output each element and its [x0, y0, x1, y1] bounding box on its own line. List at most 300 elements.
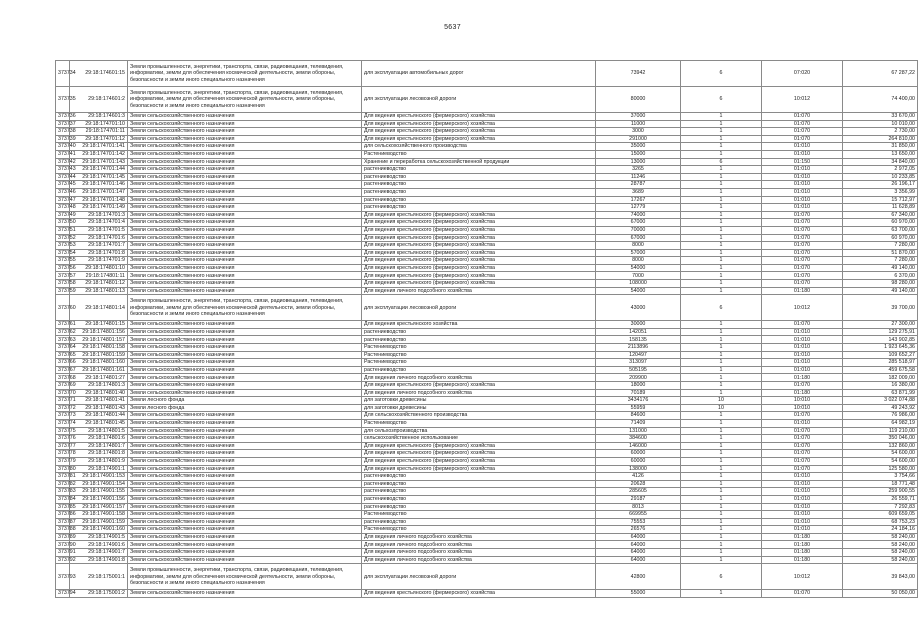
area-cell: 55000	[596, 590, 681, 598]
permitted-use-cell: растениеводство	[362, 181, 596, 189]
group-number-cell: 1	[681, 488, 762, 496]
area-cell: 28787	[596, 181, 681, 189]
land-category-cell: Земли сельскохозяйственного назначения	[128, 465, 362, 473]
permitted-use-cell: растениеводство	[362, 488, 596, 496]
table-row	[56, 120, 918, 128]
activity-code-cell: 01:010	[762, 419, 843, 427]
group-number-cell: 6	[681, 87, 762, 113]
activity-code-cell: 01:010	[762, 366, 843, 374]
record-number-cell: 373763	[56, 336, 70, 344]
record-number-cell: 373742	[56, 158, 70, 166]
cadastral-value-cell: 49 140,00	[843, 264, 918, 272]
activity-code-cell: 07:020	[762, 61, 843, 87]
group-number-cell: 1	[681, 166, 762, 174]
land-category-cell: Земли сельскохозяйственного назначения	[128, 249, 362, 257]
table-row	[56, 249, 918, 257]
cadastral-number-cell: 29:18:174901:5	[70, 533, 128, 541]
cadastral-value-cell: 182 009,00	[843, 374, 918, 382]
activity-code-cell: 10:012	[762, 87, 843, 113]
area-cell: 291000	[596, 135, 681, 143]
land-category-cell: Земли сельскохозяйственного назначения	[128, 188, 362, 196]
land-category-cell: Земли сельскохозяйственного назначения	[128, 435, 362, 443]
area-cell: 30000	[596, 321, 681, 329]
permitted-use-cell: Для ведения крестьянского (фермерского) хозяйства	[362, 272, 596, 280]
land-category-cell: Земли сельскохозяйственного назначения	[128, 556, 362, 564]
permitted-use-cell: растениеводство	[362, 336, 596, 344]
area-cell: 18000	[596, 382, 681, 390]
table-row	[56, 204, 918, 212]
record-number-cell: 373794	[56, 590, 70, 598]
cadastral-value-cell: 125 580,00	[843, 465, 918, 473]
record-number-cell: 373746	[56, 188, 70, 196]
area-cell: 146000	[596, 442, 681, 450]
permitted-use-cell: для эксплуатации лесовозной дороги	[362, 295, 596, 321]
record-number-cell: 373743	[56, 166, 70, 174]
area-cell: 43000	[596, 295, 681, 321]
cadastral-number-cell: 29:18:174901:157	[70, 503, 128, 511]
table-row	[56, 450, 918, 458]
table-row	[56, 181, 918, 189]
area-cell: 131000	[596, 427, 681, 435]
record-number-cell: 373757	[56, 272, 70, 280]
cadastral-number-cell: 29:18:174801:12	[70, 280, 128, 288]
land-category-cell: Земли сельскохозяйственного назначения	[128, 366, 362, 374]
area-cell: 70000	[596, 226, 681, 234]
land-category-cell: Земли сельскохозяйственного назначения	[128, 419, 362, 427]
group-number-cell: 1	[681, 382, 762, 390]
area-cell: 8000	[596, 257, 681, 265]
group-number-cell: 1	[681, 473, 762, 481]
area-cell: 669955	[596, 511, 681, 519]
cadastral-value-cell: 54 600,00	[843, 450, 918, 458]
record-number-cell: 373747	[56, 196, 70, 204]
table-row	[56, 442, 918, 450]
cadastral-value-cell: 67 287,22	[843, 61, 918, 87]
cadastral-number-cell: 29:18:174701:141	[70, 143, 128, 151]
cadastral-value-cell: 10 010,00	[843, 120, 918, 128]
table-row	[56, 382, 918, 390]
cadastral-value-cell: 31 850,00	[843, 143, 918, 151]
group-number-cell: 1	[681, 526, 762, 534]
permitted-use-cell: Для ведения крестьянского (фермерского) хозяйства	[362, 280, 596, 288]
group-number-cell: 1	[681, 242, 762, 250]
record-number-cell: 373758	[56, 280, 70, 288]
land-category-cell: Земли сельскохозяйственного назначения	[128, 526, 362, 534]
activity-code-cell: 01:070	[762, 257, 843, 265]
cadastral-value-cell: 39 843,00	[843, 564, 918, 590]
land-category-cell: Земли сельскохозяйственного назначения	[128, 344, 362, 352]
permitted-use-cell: Растениеводство	[362, 359, 596, 367]
group-number-cell: 1	[681, 541, 762, 549]
table-row	[56, 457, 918, 465]
land-category-cell: Земли сельскохозяйственного назначения	[128, 264, 362, 272]
table-row	[56, 533, 918, 541]
permitted-use-cell: растениеводство	[362, 480, 596, 488]
land-category-cell: Земли сельскохозяйственного назначения	[128, 450, 362, 458]
cadastral-number-cell: 29:18:174701:7	[70, 242, 128, 250]
area-cell: 12779	[596, 204, 681, 212]
activity-code-cell: 01:070	[762, 128, 843, 136]
area-cell: 384600	[596, 435, 681, 443]
area-cell: 8000	[596, 242, 681, 250]
table-row	[56, 87, 918, 113]
area-cell: 57000	[596, 249, 681, 257]
area-cell: 3265	[596, 166, 681, 174]
table-row	[56, 61, 918, 87]
cadastral-value-cell: 68 753,23	[843, 518, 918, 526]
cadastral-value-cell: 459 675,58	[843, 366, 918, 374]
activity-code-cell: 01:010	[762, 503, 843, 511]
permitted-use-cell: Растениеводство	[362, 150, 596, 158]
cadastral-number-cell: 29:18:174701:145	[70, 173, 128, 181]
group-number-cell: 1	[681, 480, 762, 488]
activity-code-cell: 01:070	[762, 442, 843, 450]
table-row	[56, 518, 918, 526]
permitted-use-cell: для эксплуатации лесовозной дороги	[362, 87, 596, 113]
area-cell: 108000	[596, 280, 681, 288]
area-cell: 64000	[596, 549, 681, 557]
permitted-use-cell: Для ведения личного подсобного хозяйства	[362, 541, 596, 549]
group-number-cell: 1	[681, 412, 762, 420]
group-number-cell: 1	[681, 533, 762, 541]
area-cell: 73942	[596, 61, 681, 87]
area-cell: 64000	[596, 541, 681, 549]
land-category-cell: Земли сельскохозяйственного назначения	[128, 382, 362, 390]
area-cell: 64000	[596, 556, 681, 564]
land-category-cell: Земли сельскохозяйственного назначения	[128, 389, 362, 397]
activity-code-cell: 01:070	[762, 450, 843, 458]
group-number-cell: 1	[681, 328, 762, 336]
record-number-cell: 373777	[56, 442, 70, 450]
group-number-cell: 10	[681, 397, 762, 405]
table-row	[56, 328, 918, 336]
permitted-use-cell: растениеводство	[362, 204, 596, 212]
area-cell: 60000	[596, 450, 681, 458]
group-number-cell: 1	[681, 366, 762, 374]
land-category-cell: Земли сельскохозяйственного назначения	[128, 120, 362, 128]
cadastral-number-cell: 29:18:174801:41	[70, 397, 128, 405]
group-number-cell: 1	[681, 181, 762, 189]
group-number-cell: 1	[681, 280, 762, 288]
permitted-use-cell: Для ведения крестьянского (фермерского) хозяйства	[362, 234, 596, 242]
table-row	[56, 556, 918, 564]
area-cell: 67000	[596, 219, 681, 227]
land-category-cell: Земли сельскохозяйственного назначения	[128, 234, 362, 242]
record-number-cell: 373784	[56, 495, 70, 503]
permitted-use-cell: Для ведения личного подсобного хозяйства	[362, 389, 596, 397]
group-number-cell: 6	[681, 61, 762, 87]
permitted-use-cell: Для ведения личного подсобного хозяйства	[362, 287, 596, 295]
table-row	[56, 465, 918, 473]
area-cell: 15000	[596, 150, 681, 158]
table-row	[56, 480, 918, 488]
page-number: 5637	[444, 24, 461, 31]
cadastral-number-cell: 29:18:174801:156	[70, 328, 128, 336]
record-number-cell: 373756	[56, 264, 70, 272]
activity-code-cell: 01:070	[762, 242, 843, 250]
land-category-cell: Земли сельскохозяйственного назначения	[128, 351, 362, 359]
cadastral-number-cell: 29:18:174901:156	[70, 495, 128, 503]
cadastral-number-cell: 29:18:174801:158	[70, 344, 128, 352]
permitted-use-cell: сельскохозяйственное использование	[362, 435, 596, 443]
cadastral-number-cell: 29:18:174901:160	[70, 526, 128, 534]
land-category-cell: Земли сельскохозяйственного назначения	[128, 511, 362, 519]
cadastral-number-cell: 29:18:174701:11	[70, 128, 128, 136]
cadastral-number-cell: 29:18:174801:14	[70, 295, 128, 321]
cadastral-number-cell: 29:18:174801:40	[70, 389, 128, 397]
area-cell: 8013	[596, 503, 681, 511]
table-row	[56, 344, 918, 352]
area-cell: 285605	[596, 488, 681, 496]
area-cell: 37000	[596, 113, 681, 121]
record-number-cell: 373773	[56, 412, 70, 420]
cadastral-number-cell: 29:18:174801:10	[70, 264, 128, 272]
group-number-cell: 6	[681, 564, 762, 590]
table-row	[56, 564, 918, 590]
activity-code-cell: 01:180	[762, 541, 843, 549]
table-row	[56, 336, 918, 344]
activity-code-cell: 01:010	[762, 344, 843, 352]
group-number-cell: 1	[681, 135, 762, 143]
land-category-cell: Земли сельскохозяйственного назначения	[128, 181, 362, 189]
activity-code-cell: 01:010	[762, 473, 843, 481]
area-cell: 29187	[596, 495, 681, 503]
area-cell: 11246	[596, 173, 681, 181]
record-number-cell: 373737	[56, 120, 70, 128]
table-row	[56, 219, 918, 227]
group-number-cell: 6	[681, 295, 762, 321]
land-category-cell: Земли промышленности, энергетики, транспорта, связи, радиовещания, телевидения, информатики, земли для обеспечения космической деятельности, земли обороны, безопасности и земли иного специального назначения	[128, 564, 362, 590]
record-number-cell: 373768	[56, 374, 70, 382]
cadastral-number-cell: 29:18:175001:1	[70, 564, 128, 590]
cadastral-value-cell: 109 652,27	[843, 351, 918, 359]
area-cell: 142051	[596, 328, 681, 336]
record-number-cell: 373775	[56, 427, 70, 435]
cadastral-value-cell: 7 280,00	[843, 257, 918, 265]
area-cell: 35000	[596, 143, 681, 151]
land-category-cell: Земли сельскохозяйственного назначения	[128, 541, 362, 549]
table-row	[56, 590, 918, 598]
permitted-use-cell: Хранение и переработка сельскохозяйственной продукции	[362, 158, 596, 166]
record-number-cell: 373749	[56, 211, 70, 219]
record-number-cell: 373748	[56, 204, 70, 212]
group-number-cell: 1	[681, 321, 762, 329]
land-category-cell: Земли лесного фонда	[128, 404, 362, 412]
group-number-cell: 1	[681, 143, 762, 151]
table-row	[56, 188, 918, 196]
land-category-cell: Земли сельскохозяйственного назначения	[128, 219, 362, 227]
area-cell: 17267	[596, 196, 681, 204]
table-row	[56, 295, 918, 321]
cadastral-value-cell: 3 754,66	[843, 473, 918, 481]
land-category-cell: Земли сельскохозяйственного назначения	[128, 135, 362, 143]
table-row	[56, 321, 918, 329]
group-number-cell: 1	[681, 150, 762, 158]
permitted-use-cell: для эксплуатации лесовозной дороги	[362, 564, 596, 590]
cadastral-value-cell: 60 970,00	[843, 219, 918, 227]
cadastral-number-cell: 29:18:174701:9	[70, 257, 128, 265]
area-cell: 80000	[596, 87, 681, 113]
group-number-cell: 1	[681, 264, 762, 272]
record-number-cell: 373741	[56, 150, 70, 158]
group-number-cell: 1	[681, 503, 762, 511]
activity-code-cell: 01:010	[762, 488, 843, 496]
land-category-cell: Земли сельскохозяйственного назначения	[128, 480, 362, 488]
cadastral-number-cell: 29:18:175001:2	[70, 590, 128, 598]
activity-code-cell: 01:010	[762, 181, 843, 189]
record-number-cell: 373772	[56, 404, 70, 412]
table-row	[56, 143, 918, 151]
group-number-cell: 1	[681, 590, 762, 598]
land-category-cell: Земли сельскохозяйственного назначения	[128, 359, 362, 367]
group-number-cell: 1	[681, 188, 762, 196]
activity-code-cell: 01:010	[762, 196, 843, 204]
cadastral-value-cell: 39 700,00	[843, 295, 918, 321]
cadastral-value-cell: 2 730,00	[843, 128, 918, 136]
land-category-cell: Земли сельскохозяйственного назначения	[128, 503, 362, 511]
group-number-cell: 1	[681, 234, 762, 242]
cadastral-number-cell: 29:18:174801:43	[70, 404, 128, 412]
group-number-cell: 1	[681, 287, 762, 295]
cadastral-value-cell: 76 986,00	[843, 412, 918, 420]
activity-code-cell: 01:010	[762, 188, 843, 196]
cadastral-value-cell: 27 300,00	[843, 321, 918, 329]
group-number-cell: 6	[681, 158, 762, 166]
table-row	[56, 541, 918, 549]
area-cell: 54000	[596, 264, 681, 272]
cadastral-value-cell: 58 240,00	[843, 556, 918, 564]
land-category-cell: Земли промышленности, энергетики, транспорта, связи, радиовещания, телевидения, информатики, земли для обеспечения космической деятельности, земли обороны, безопасности и земли иного специального назначения	[128, 87, 362, 113]
activity-code-cell: 10:012	[762, 564, 843, 590]
group-number-cell: 1	[681, 344, 762, 352]
permitted-use-cell: растениеводство	[362, 366, 596, 374]
land-category-cell: Земли сельскохозяйственного назначения	[128, 226, 362, 234]
permitted-use-cell: Для ведения личного подсобного хозяйства	[362, 549, 596, 557]
group-number-cell: 1	[681, 128, 762, 136]
cadastral-number-cell: 29:18:174701:6	[70, 234, 128, 242]
land-category-cell: Земли сельскохозяйственного назначения	[128, 272, 362, 280]
table-row	[56, 427, 918, 435]
area-cell: 2113896	[596, 344, 681, 352]
cadastral-number-cell: 29:18:174801:7	[70, 442, 128, 450]
area-cell: 26576	[596, 526, 681, 534]
cadastral-value-cell: 15 712,97	[843, 196, 918, 204]
group-number-cell: 1	[681, 556, 762, 564]
group-number-cell: 1	[681, 113, 762, 121]
cadastral-value-cell: 132 860,00	[843, 442, 918, 450]
activity-code-cell: 01:070	[762, 272, 843, 280]
activity-code-cell: 01:070	[762, 465, 843, 473]
cadastral-value-table	[55, 60, 918, 598]
land-category-cell: Земли сельскохозяйственного назначения	[128, 287, 362, 295]
activity-code-cell: 01:180	[762, 374, 843, 382]
cadastral-number-cell: 29:18:174701:142	[70, 150, 128, 158]
permitted-use-cell: Для ведения крестьянского (фермерского) хозяйства	[362, 590, 596, 598]
cadastral-number-cell: 29:18:174701:144	[70, 166, 128, 174]
land-category-cell: Земли лесного фонда	[128, 397, 362, 405]
activity-code-cell: 10:010	[762, 397, 843, 405]
record-number-cell: 373781	[56, 473, 70, 481]
area-cell: 158135	[596, 336, 681, 344]
area-cell: 313097	[596, 359, 681, 367]
activity-code-cell: 01:010	[762, 480, 843, 488]
permitted-use-cell: Для ведения крестьянского (фермерского) хозяйства	[362, 135, 596, 143]
table-row	[56, 473, 918, 481]
area-cell: 209900	[596, 374, 681, 382]
cadastral-number-cell: 29:18:174901:1	[70, 465, 128, 473]
permitted-use-cell: растениеводство	[362, 188, 596, 196]
record-number-cell: 373776	[56, 435, 70, 443]
cadastral-value-cell: 50 050,00	[843, 590, 918, 598]
cadastral-number-cell: 29:18:174601:2	[70, 87, 128, 113]
land-category-cell: Земли сельскохозяйственного назначения	[128, 173, 362, 181]
cadastral-number-cell: 29:18:174901:6	[70, 541, 128, 549]
cadastral-value-cell: 63 871,99	[843, 389, 918, 397]
record-number-cell: 373786	[56, 511, 70, 519]
cadastral-number-cell: 29:18:174801:8	[70, 450, 128, 458]
activity-code-cell: 01:180	[762, 533, 843, 541]
permitted-use-cell: Для ведения личного подсобного хозяйства	[362, 556, 596, 564]
area-cell: 84600	[596, 412, 681, 420]
land-category-cell: Земли сельскохозяйственного назначения	[128, 427, 362, 435]
record-number-cell: 373779	[56, 457, 70, 465]
record-number-cell: 373738	[56, 128, 70, 136]
cadastral-number-cell: 29:18:174801:161	[70, 366, 128, 374]
table-row	[56, 488, 918, 496]
land-category-cell: Земли сельскохозяйственного назначения	[128, 166, 362, 174]
table-row	[56, 211, 918, 219]
permitted-use-cell: Для ведения крестьянского (фермерского) хозяйства	[362, 128, 596, 136]
cadastral-number-cell: 29:18:174701:4	[70, 219, 128, 227]
permitted-use-cell: растениеводство	[362, 328, 596, 336]
permitted-use-cell: Для ведения крестьянского (фермерского) хозяйства	[362, 249, 596, 257]
record-number-cell: 373793	[56, 564, 70, 590]
table-row	[56, 158, 918, 166]
table-row	[56, 173, 918, 181]
cadastral-number-cell: 29:18:174701:12	[70, 135, 128, 143]
activity-code-cell: 01:070	[762, 457, 843, 465]
land-category-cell: Земли сельскохозяйственного назначения	[128, 280, 362, 288]
area-cell: 4126	[596, 473, 681, 481]
group-number-cell: 1	[681, 351, 762, 359]
table-row	[56, 412, 918, 420]
table-row	[56, 226, 918, 234]
cadastral-value-cell: 285 518,97	[843, 359, 918, 367]
table-row	[56, 503, 918, 511]
cadastral-number-cell: 29:18:174701:147	[70, 188, 128, 196]
activity-code-cell: 01:010	[762, 526, 843, 534]
table-row	[56, 264, 918, 272]
activity-code-cell: 01:070	[762, 264, 843, 272]
cadastral-value-cell: 6 370,00	[843, 272, 918, 280]
record-number-cell: 373745	[56, 181, 70, 189]
cadastral-value-cell: 67 340,00	[843, 211, 918, 219]
activity-code-cell: 01:070	[762, 211, 843, 219]
cadastral-value-cell: 58 240,00	[843, 533, 918, 541]
area-cell: 71409	[596, 419, 681, 427]
area-cell: 60000	[596, 457, 681, 465]
cadastral-value-cell: 49 140,00	[843, 287, 918, 295]
cadastral-value-cell: 3 356,99	[843, 188, 918, 196]
activity-code-cell: 01:010	[762, 166, 843, 174]
record-number-cell: 373791	[56, 549, 70, 557]
permitted-use-cell: Для ведения крестьянского (фермерского) хозяйства	[362, 219, 596, 227]
table-row	[56, 435, 918, 443]
group-number-cell: 1	[681, 204, 762, 212]
activity-code-cell: 01:180	[762, 287, 843, 295]
cadastral-number-cell: 29:18:174801:11	[70, 272, 128, 280]
table-row	[56, 389, 918, 397]
